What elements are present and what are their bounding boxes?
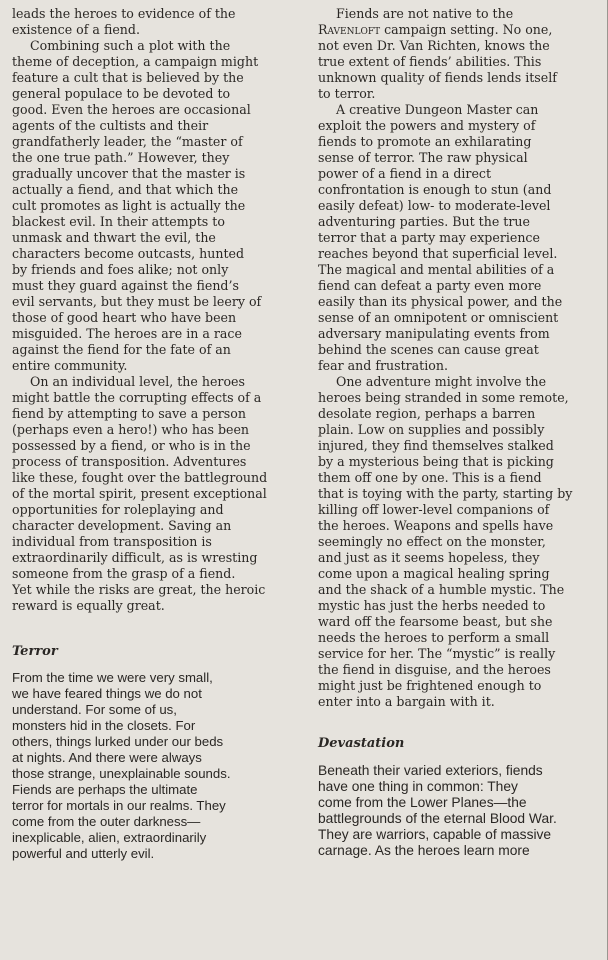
- right-para-3: [318, 374, 600, 710]
- text-line: character development. Saving an: [12, 518, 232, 533]
- text-line: understand. For some of us,: [12, 702, 177, 717]
- text-line: unknown quality of fiends lends itself: [318, 70, 557, 85]
- left-para-3: [12, 374, 294, 614]
- text-line: extraordinarily difficult, as is wresting: [12, 550, 258, 565]
- text-line: battlegrounds of the eternal Blood War.: [318, 811, 557, 826]
- text-line: and the shack of a humble mystic. The: [318, 582, 565, 597]
- text-line: come upon a magical healing spring: [318, 566, 550, 581]
- text-line: heroes being stranded in some remote,: [318, 390, 569, 405]
- text-line: against the fiend for the fate of an: [12, 342, 231, 357]
- text-line: terror for mortals in our realms. They: [12, 798, 226, 813]
- text-line: must they guard against the fiend’s: [12, 278, 239, 293]
- text-fragment: campaign setting. No one,: [380, 22, 553, 37]
- right-para-2: [318, 102, 600, 374]
- text-line: general populace to be devoted to: [12, 86, 231, 101]
- text-line: Fiends are not native to the: [336, 6, 514, 21]
- text-line: mystic has just the herbs needed to: [318, 598, 546, 613]
- text-line: that is toying with the party, starting by: [318, 486, 573, 501]
- text-line: and just as it seems hopeless, they: [318, 550, 540, 565]
- text-line: sense of terror. The raw physical: [318, 150, 528, 165]
- text-line: exploit the powers and mystery of: [318, 118, 536, 133]
- text-line: come from the Lower Planes—the: [318, 795, 527, 810]
- text-line: misguided. The heroes are in a race: [12, 326, 242, 341]
- text-line: Fiends are perhaps the ultimate: [12, 782, 198, 797]
- text-line: actually a fiend, and that which the: [12, 182, 239, 197]
- text-line: not even Dr. Van Richten, knows the: [318, 38, 550, 53]
- ravenloft-setting-name: Ravenloft: [318, 22, 381, 37]
- text-line: enter into a bargain with it.: [318, 694, 495, 709]
- text-line: others, things lurked under our beds: [12, 734, 224, 749]
- text-line: unmask and thwart the evil, the: [12, 230, 216, 245]
- text-line: theme of deception, a campaign might: [12, 54, 259, 69]
- text-line: inexplicable, alien, extraordinarily: [12, 830, 207, 845]
- text-line: fiends to promote an exhilarating: [318, 134, 532, 149]
- text-line: we have feared things we do not: [12, 686, 202, 701]
- text-line: the fiend in disguise, and the heroes: [318, 662, 551, 677]
- devastation-paragraph: [318, 763, 600, 859]
- text-line: monsters hid in the closets. For: [12, 718, 196, 733]
- text-line: easily than its physical power, and the: [318, 294, 563, 309]
- left-para-1: [12, 6, 294, 38]
- text-line: terror that a party may experience: [318, 230, 540, 245]
- text-line: by friends and foes alike; not only: [12, 262, 229, 277]
- text-line: fear and frustration.: [318, 358, 448, 373]
- text-line: carnage. As the heroes learn more: [318, 843, 530, 858]
- text-line: needs the heroes to perform a small: [318, 630, 550, 645]
- text-line: have one thing in common: They: [318, 779, 518, 794]
- text-line: cult promotes as light is actually the: [12, 198, 246, 213]
- text-line: opportunities for roleplaying and: [12, 502, 224, 517]
- terror-paragraph: [12, 670, 294, 862]
- text-line: like these, fought over the battleground: [12, 470, 268, 485]
- text-line: service for her. The “mystic” is really: [318, 646, 556, 661]
- text-line: entire community.: [12, 358, 128, 373]
- text-line: at nights. And there were always: [12, 750, 202, 765]
- text-line: They are warriors, capable of massive: [318, 827, 552, 842]
- text-line: (perhaps even a hero!) who has been: [12, 422, 250, 437]
- text-line: leads the heroes to evidence of the: [12, 6, 236, 21]
- text-line: individual from transposition is: [12, 534, 212, 549]
- text-line: come from the outer darkness—: [12, 814, 201, 829]
- section-heading-terror: Terror: [12, 644, 58, 659]
- text-line: plain. Low on supplies and possibly: [318, 422, 545, 437]
- text-line: reward is equally great.: [12, 598, 165, 613]
- text-line: the one true path.” However, they: [12, 150, 230, 165]
- text-line: Yet while the risks are great, the heroic: [12, 582, 266, 597]
- text-line: reaches beyond that superficial level.: [318, 246, 558, 261]
- text-line: process of transposition. Adventures: [12, 454, 247, 469]
- text-line: true extent of fiends’ abilities. This: [318, 54, 542, 69]
- text-line: might battle the corrupting effects of a: [12, 390, 262, 405]
- text-line: those of good heart who have been: [12, 310, 237, 325]
- text-line: easily defeat) low- to moderate-level: [318, 198, 551, 213]
- text-line: A creative Dungeon Master can: [336, 102, 539, 117]
- left-column: [12, 6, 294, 862]
- text-line: sense of an omnipotent or omniscient: [318, 310, 559, 325]
- text-line: to terror.: [318, 86, 376, 101]
- text-line: agents of the cultists and their: [12, 118, 209, 133]
- text-line: From the time we were very small,: [12, 670, 213, 685]
- text-line: behind the scenes can cause great: [318, 342, 539, 357]
- text-line: might just be frightened enough to: [318, 678, 542, 693]
- text-line: [318, 22, 600, 38]
- text-line: confrontation is enough to stun (and: [318, 182, 552, 197]
- text-line: injured, they find themselves stalked: [318, 438, 554, 453]
- text-line: adversary manipulating events from: [318, 326, 550, 341]
- left-para-2: [12, 38, 294, 374]
- text-line: fiend by attempting to save a person: [12, 406, 246, 421]
- text-line: blackest evil. In their attempts to: [12, 214, 225, 229]
- text-line: grandfatherly leader, the “master of: [12, 134, 243, 149]
- section-heading-devastation: Devastation: [318, 736, 405, 751]
- text-line: seemingly no effect on the monster,: [318, 534, 546, 549]
- right-column: [318, 6, 600, 859]
- text-line: desolate region, perhaps a barren: [318, 406, 536, 421]
- text-line: The magical and mental abilities of a: [318, 262, 555, 277]
- text-line: possessed by a fiend, or who is in the: [12, 438, 251, 453]
- text-line: killing off lower-level companions of: [318, 502, 550, 517]
- text-line: adventuring parties. But the true: [318, 214, 530, 229]
- text-line: feature a cult that is believed by the: [12, 70, 244, 85]
- text-line: power of a fiend in a direct: [318, 166, 492, 181]
- text-line: One adventure might involve the: [336, 374, 547, 389]
- text-line: the heroes. Weapons and spells have: [318, 518, 554, 533]
- text-line: good. Even the heroes are occasional: [12, 102, 251, 117]
- text-line: Beneath their varied exteriors, fiends: [318, 763, 543, 778]
- text-line: of the mortal spirit, present exceptional: [12, 486, 267, 501]
- text-line: characters become outcasts, hunted: [12, 246, 245, 261]
- text-line: evil servants, but they must be leery of: [12, 294, 262, 309]
- text-line: fiend can defeat a party even more: [318, 278, 542, 293]
- text-line: them off one by one. This is a fiend: [318, 470, 542, 485]
- text-line: by a mysterious being that is picking: [318, 454, 554, 469]
- text-line: existence of a fiend.: [12, 22, 140, 37]
- text-line: On an individual level, the heroes: [30, 374, 245, 389]
- text-line: Combining such a plot with the: [30, 38, 231, 53]
- right-para-1: [318, 6, 600, 102]
- text-line: someone from the grasp of a fiend.: [12, 566, 236, 581]
- text-line: those strange, unexplainable sounds.: [12, 766, 231, 781]
- text-line: powerful and utterly evil.: [12, 846, 155, 861]
- text-line: ward off the fearsome beast, but she: [318, 614, 553, 629]
- text-line: gradually uncover that the master is: [12, 166, 246, 181]
